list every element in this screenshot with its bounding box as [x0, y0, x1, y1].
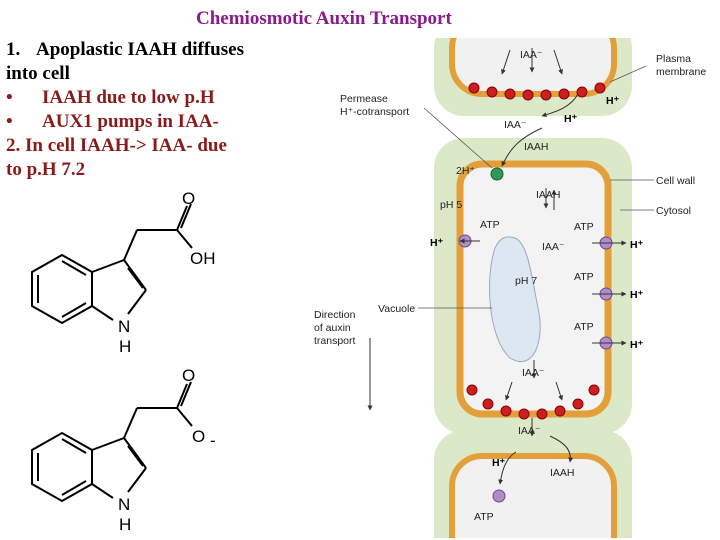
step-2-continued: to p.H 7.2: [6, 159, 86, 180]
atpase-bottom-icon: [493, 490, 505, 502]
label-atp-1: ATP: [480, 219, 500, 231]
label-direction-3: transport: [314, 335, 356, 347]
bullet-iaah-text: IAAH due to low p.H: [42, 87, 215, 108]
slide-title: Chemiosmotic Auxin Transport: [196, 8, 452, 29]
bullet-aux1-text: AUX1 pumps in IAA-: [42, 111, 219, 132]
label-iaa-lower: IAA⁻: [518, 425, 541, 437]
bullet-mark: •: [6, 111, 13, 132]
step-1-line: [6, 38, 326, 62]
label-atp-lower: ATP: [474, 511, 494, 523]
label-iaa-inner: IAA⁻: [542, 241, 565, 253]
label-plasma-membrane-2: membrane: [656, 66, 707, 78]
label-h-left: H⁺: [430, 237, 444, 249]
label-atp-2: ATP: [574, 221, 594, 233]
label-h-right-2: H⁺: [630, 289, 644, 301]
auxin-transport-diagram: [310, 38, 720, 538]
chemical-structures: [0, 180, 240, 540]
step-1-number: 1.: [6, 39, 21, 60]
label-plasma-membrane-1: Plasma: [656, 53, 692, 65]
acid-oh-label: OH: [190, 249, 216, 268]
step-1-text: Apoplastic IAAH diffuses: [36, 39, 244, 60]
label-ph7: pH 7: [515, 275, 538, 287]
label-ph5: pH 5: [440, 199, 463, 211]
bottom-cell: [452, 456, 614, 538]
label-direction-2: of auxin: [314, 322, 351, 334]
label-2h: 2H⁺: [456, 165, 475, 177]
label-atp-3: ATP: [574, 271, 594, 283]
bullet-iaah: [6, 86, 326, 110]
iaa-acid-structure: [32, 204, 192, 323]
label-permease-2: H⁺-cotransport: [340, 106, 410, 118]
label-direction-1: Direction: [314, 309, 356, 321]
label-cytosol: Cytosol: [656, 205, 692, 217]
acid-oxygen-label: O: [182, 189, 196, 208]
anion-charge-label: -: [210, 431, 216, 450]
step-1-continued: into cell: [6, 63, 70, 84]
explanation-text: [6, 38, 326, 182]
label-h-right-3: H⁺: [630, 339, 644, 351]
label-iaa-mid: IAA⁻: [504, 119, 527, 131]
acid-nitrogen-label: N: [118, 317, 131, 336]
anion-nitrogen-label: N: [118, 495, 131, 514]
acid-hydrogen-label: H: [119, 337, 132, 356]
label-h-lower: H⁺: [492, 457, 506, 469]
label-iaah-top: IAAH: [524, 141, 549, 153]
bullet-aux1: [6, 110, 326, 134]
label-iaah-lower: IAAH: [550, 467, 575, 479]
label-permease-1: Permease: [340, 93, 388, 105]
label-iaah-inner: IAAH: [536, 189, 561, 201]
iaa-anion-structure: [32, 382, 192, 501]
label-vacuole: Vacuole: [378, 303, 416, 315]
anion-hydrogen-label: H: [119, 515, 132, 534]
permease-icon: [491, 168, 503, 180]
label-iaa-top: IAA⁻: [520, 49, 543, 61]
label-cell-wall: Cell wall: [656, 175, 696, 187]
label-h-right-1: H⁺: [630, 239, 644, 251]
anion-o-minus-label: O: [192, 427, 206, 446]
step-2-line: 2. In cell IAAH-> IAA- due: [6, 135, 227, 156]
anion-oxygen-label: O: [182, 366, 196, 385]
label-iaa-bottom: IAA⁻: [522, 367, 545, 379]
bullet-mark: •: [6, 87, 13, 108]
label-h-mid: H⁺: [564, 113, 578, 125]
label-atp-4: ATP: [574, 321, 594, 333]
label-h-top: H⁺: [606, 95, 620, 107]
